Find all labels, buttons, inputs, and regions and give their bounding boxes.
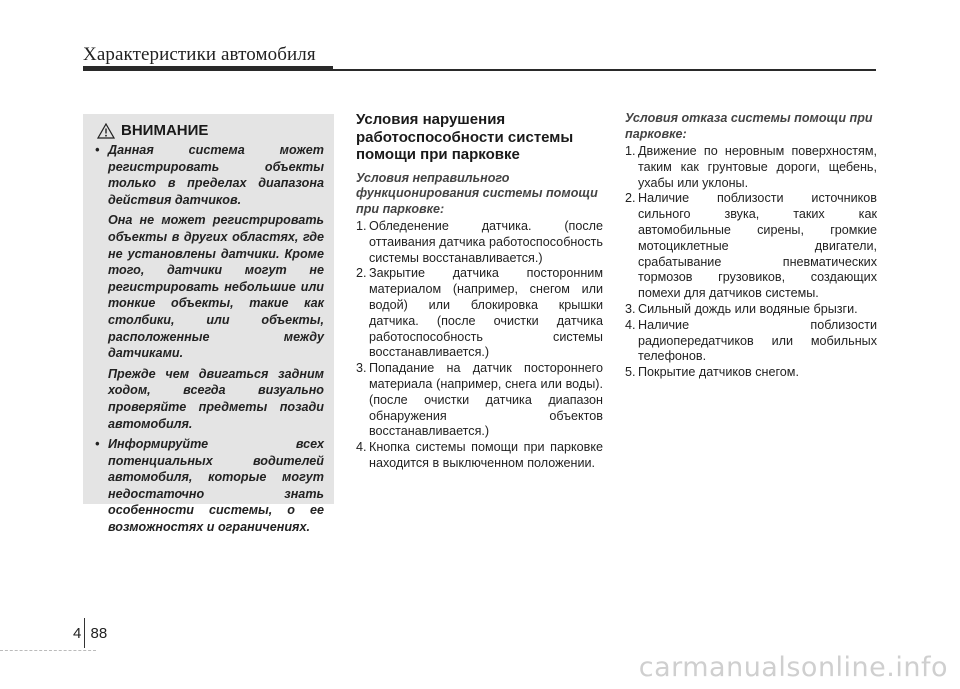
warning-title: [97, 122, 324, 139]
list-number: 2.: [625, 191, 636, 206]
list-text: Сильный дождь или водяные брызги.: [638, 301, 858, 316]
list-text: Движение по неровным поверхностям, таким как грунтовые дороги, щебень, ухабы или уклоны.: [638, 144, 877, 190]
warning-paragraph: Она не может регистрировать объекты в других областях, где не установлены датчики. Кроме того, датчики могут не регистрировать небольшие или тонкие объекты, такие как столбики, или объекты, расположенные между датчиками.: [108, 213, 324, 361]
watermark: carmanualsonline.info: [638, 652, 948, 683]
bullet-icon: •: [95, 143, 100, 157]
warning-title-text: ВНИМАНИЕ: [121, 122, 209, 139]
list-text: Наличие поблизости радиопередатчиков или мобильных телефонов.: [638, 317, 877, 364]
middle-column: [356, 111, 603, 472]
list-number: 4.: [625, 317, 636, 332]
condition-list: [356, 219, 603, 472]
right-column: [625, 111, 877, 381]
header-rule: [83, 69, 876, 71]
list-item: [625, 365, 877, 381]
bullet-icon: •: [95, 437, 100, 452]
warning-paragraph: Информируйте всех потенциальных водителей автомобиля, которые могут недостаточно знать особенности системы, о ее возможностях и ограничениях.: [108, 437, 324, 535]
footer-dashed-rule: [0, 650, 96, 651]
list-number: 3.: [625, 301, 636, 316]
list-item: [625, 318, 877, 365]
list-number: 4.: [356, 440, 367, 455]
section-heading: Условия нарушения работоспособности системы помощи при парковке: [356, 111, 574, 163]
chapter-number: 4: [73, 625, 82, 642]
list-item: [356, 361, 603, 440]
warning-list: [93, 142, 324, 536]
page-header-title: Характеристики автомобиля: [83, 44, 316, 65]
warning-paragraph: Прежде чем двигаться задним ходом, всегда визуально проверяйте предметы позади автомобиля.: [108, 366, 324, 431]
warning-item: [93, 436, 324, 536]
list-text: Попадание на датчик постороннего материала (например, снега или воды). (после очистки датчика диапазон обнаружения объектов восстанавливается.): [369, 361, 603, 439]
list-item: [625, 144, 877, 191]
list-number: 1.: [356, 219, 367, 233]
list-text: Закрытие датчика посторонним материалом (например, снегом или водой) или блокировка крышки датчика. (после очистки датчика работоспособность системы восстанавливается.): [369, 266, 603, 360]
list-text: Обледенение датчика. (после оттаивания датчика работоспособность системы восстанавливается.): [369, 219, 603, 265]
list-number: 2.: [356, 266, 367, 281]
warning-triangle-icon: [97, 123, 115, 139]
list-number: 3.: [356, 361, 367, 376]
list-item: [625, 191, 877, 302]
list-text: Покрытие датчиков снегом.: [638, 365, 799, 380]
list-text: Кнопка системы помощи при парковке находится в выключенном положении.: [369, 440, 603, 470]
page-number: [73, 625, 107, 642]
list-item: [625, 302, 877, 318]
list-number: 5.: [625, 365, 636, 380]
list-item: [356, 219, 603, 266]
list-text: Наличие поблизости источников сильного звука, таких как автомобильные сирены, громкие мотоциклетные двигатели, срабатывание пневматических тормозов грузовиков, создающих помехи для датчиков системы.: [638, 191, 877, 301]
list-item: [356, 266, 603, 361]
section-subheading: Условия неправильного функционирования системы помощи при парковке:: [356, 170, 598, 216]
page-number-value: 88: [90, 625, 108, 642]
list-item: [356, 440, 603, 472]
warning-item: [93, 142, 324, 432]
warning-box: [83, 114, 334, 535]
list-number: 1.: [625, 144, 636, 158]
section-subheading: Условия отказа системы помощи при парковке:: [625, 111, 873, 141]
failure-list: [625, 144, 877, 381]
warning-paragraph: Данная система может регистрировать объекты только в пределах диапазона действия датчиков.: [108, 143, 324, 207]
